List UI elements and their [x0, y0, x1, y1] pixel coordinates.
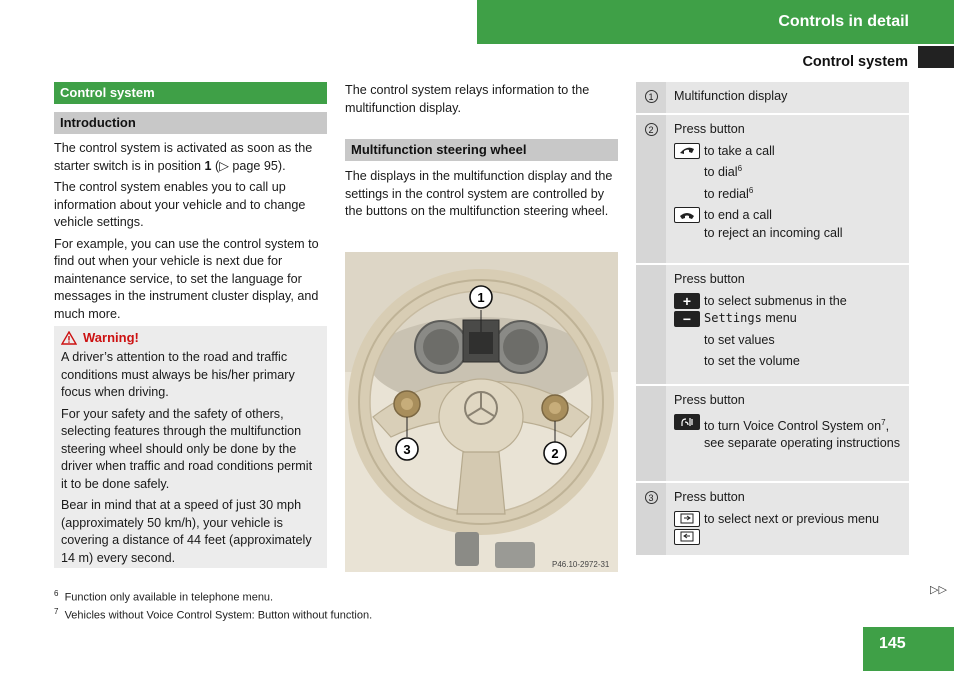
dial-text: to dial [704, 165, 738, 180]
menu-word: menu [761, 311, 797, 325]
table-row [636, 265, 909, 386]
header-subtitle: Control system [802, 54, 908, 70]
row-number [636, 386, 666, 481]
press-button-label: Press button [674, 393, 745, 407]
voice-control-instructions: , see separate operating instructions [704, 418, 901, 451]
voice-control-text: to turn Voice Control System on [704, 418, 882, 433]
plus-icon: + [674, 293, 700, 309]
photo-reference: P46.10-2972-31 [552, 560, 610, 569]
phone-hangup-icon [674, 207, 700, 223]
warning-box [54, 326, 327, 568]
warning-paragraph-3: Bear in mind that at a speed of just 30 mph (approximately 50 km/h), your vehicle is covering a distance of 44 feet (approximately 14 m) every second. [61, 498, 312, 565]
intro-paragraph-1 [54, 140, 327, 175]
warning-paragraph-2: For your safety and the safety of others, selecting features through the multifunction steering wheel should only be done by the driver when traffic and road conditions permit it to be done safely. [61, 406, 313, 491]
footnote-6-number: 6 [54, 589, 59, 598]
callout-2 [544, 442, 566, 464]
row-number [636, 265, 666, 384]
set-values-text: to set values [704, 332, 775, 347]
row-text [666, 483, 909, 555]
callout-3-label: 3 [403, 442, 411, 457]
footnote-6 [54, 589, 273, 604]
continue-arrows-icon: ▷▷ [930, 584, 947, 596]
steering-wheel-heading: Multifunction steering wheel [345, 139, 618, 161]
button-description [674, 143, 903, 204]
control-system-intro: The control system relays information to the multifunction display. [345, 83, 590, 115]
button-description [674, 293, 903, 371]
warning-triangle-icon [61, 331, 77, 345]
button-description [674, 511, 903, 545]
callout-1 [470, 286, 492, 308]
left-column [54, 82, 327, 327]
warning-title [61, 330, 321, 345]
footnote-6-text: Function only available in telephone menu. [64, 591, 274, 604]
take-call-text: to take a call [704, 143, 775, 158]
footnote-ref: 6 [748, 185, 754, 195]
row-number [636, 115, 666, 263]
menu-next-icon [674, 511, 700, 527]
section-heading: Control system [54, 82, 327, 104]
press-button-label: Press button [674, 490, 745, 504]
row-text: Multifunction display [674, 89, 788, 103]
button-description [674, 414, 903, 453]
table-row [636, 82, 909, 115]
footnote-ref: 6 [737, 164, 743, 173]
table-row [636, 386, 909, 483]
menu-previous-icon [674, 529, 700, 545]
header-tab-marker [918, 46, 954, 68]
intro-paragraph-2: The control system enables you to call up information about your vehicle and to change vehicle settings. [54, 180, 306, 229]
footnote-ref: 7 [881, 417, 886, 427]
voice-control-icon [674, 414, 700, 430]
press-button-label: Press button [674, 122, 745, 136]
header-section-title-text: Controls in detail [778, 13, 909, 30]
row-text [666, 386, 909, 481]
intro-p1-text-a: The control system is activated as soon as the starter switch is in position [54, 141, 313, 173]
callout-3 [396, 438, 418, 460]
row-number-circle: 2 [645, 123, 658, 136]
row-number-circle: 3 [645, 491, 658, 504]
introduction-heading: Introduction [54, 112, 327, 134]
row-text [666, 265, 909, 384]
row-number-circle: 1 [645, 90, 658, 103]
steering-wheel-photo [345, 252, 618, 572]
redial-line [704, 182, 775, 204]
table-row [636, 115, 909, 265]
warning-paragraph-1: A driver’s attention to the road and traffic conditions must always be his/her primary focus when driving. [61, 350, 295, 399]
page-number-text: 145 [879, 635, 906, 652]
page-number [863, 627, 954, 671]
settings-menu-name: Settings [704, 311, 762, 325]
middle-column [345, 82, 618, 225]
callout-2-label: 2 [551, 446, 559, 461]
footnote-7-number: 7 [54, 607, 59, 616]
table-row [636, 483, 909, 557]
select-menu-text: to select next or previous menu [704, 511, 880, 526]
starter-position: 1 [204, 158, 212, 173]
steering-wheel-paragraph: The displays in the multifunction display and the settings in the control system are controlled by the buttons on the multifunction steering wheel. [345, 169, 613, 218]
set-volume-text: to set the volume [704, 354, 800, 368]
intro-paragraph-3: For example, you can use the control system to find out when your vehicle is next due for maintenance service, to set the language for messages in the instrument cluster display, and much more. [54, 236, 319, 321]
minus-icon: − [674, 311, 700, 327]
footnote-7 [54, 607, 372, 622]
row-number [636, 82, 666, 113]
reject-call-text: to reject an incoming call [704, 225, 843, 240]
submenus-text: to select submenus in the [704, 293, 847, 308]
controls-table [636, 82, 909, 557]
end-call-text: to end a call [704, 208, 772, 223]
intro-p1-page-ref[interactable]: (▷ page 95). [211, 158, 286, 173]
dial-line [704, 160, 775, 182]
warning-title-text: Warning! [83, 330, 139, 345]
settings-menu-line [704, 310, 847, 328]
steering-wheel-illustration [345, 252, 618, 572]
button-description [674, 207, 903, 242]
phone-pickup-icon [674, 143, 700, 159]
press-button-label: Press button [674, 272, 745, 286]
row-number [636, 483, 666, 555]
footnote-7-text: Vehicles without Voice Control System: Button without function. [64, 609, 373, 622]
callout-1-label: 1 [477, 290, 485, 305]
row-text [666, 115, 909, 263]
redial-text: to redial [704, 186, 749, 201]
header-section-title [477, 0, 954, 44]
